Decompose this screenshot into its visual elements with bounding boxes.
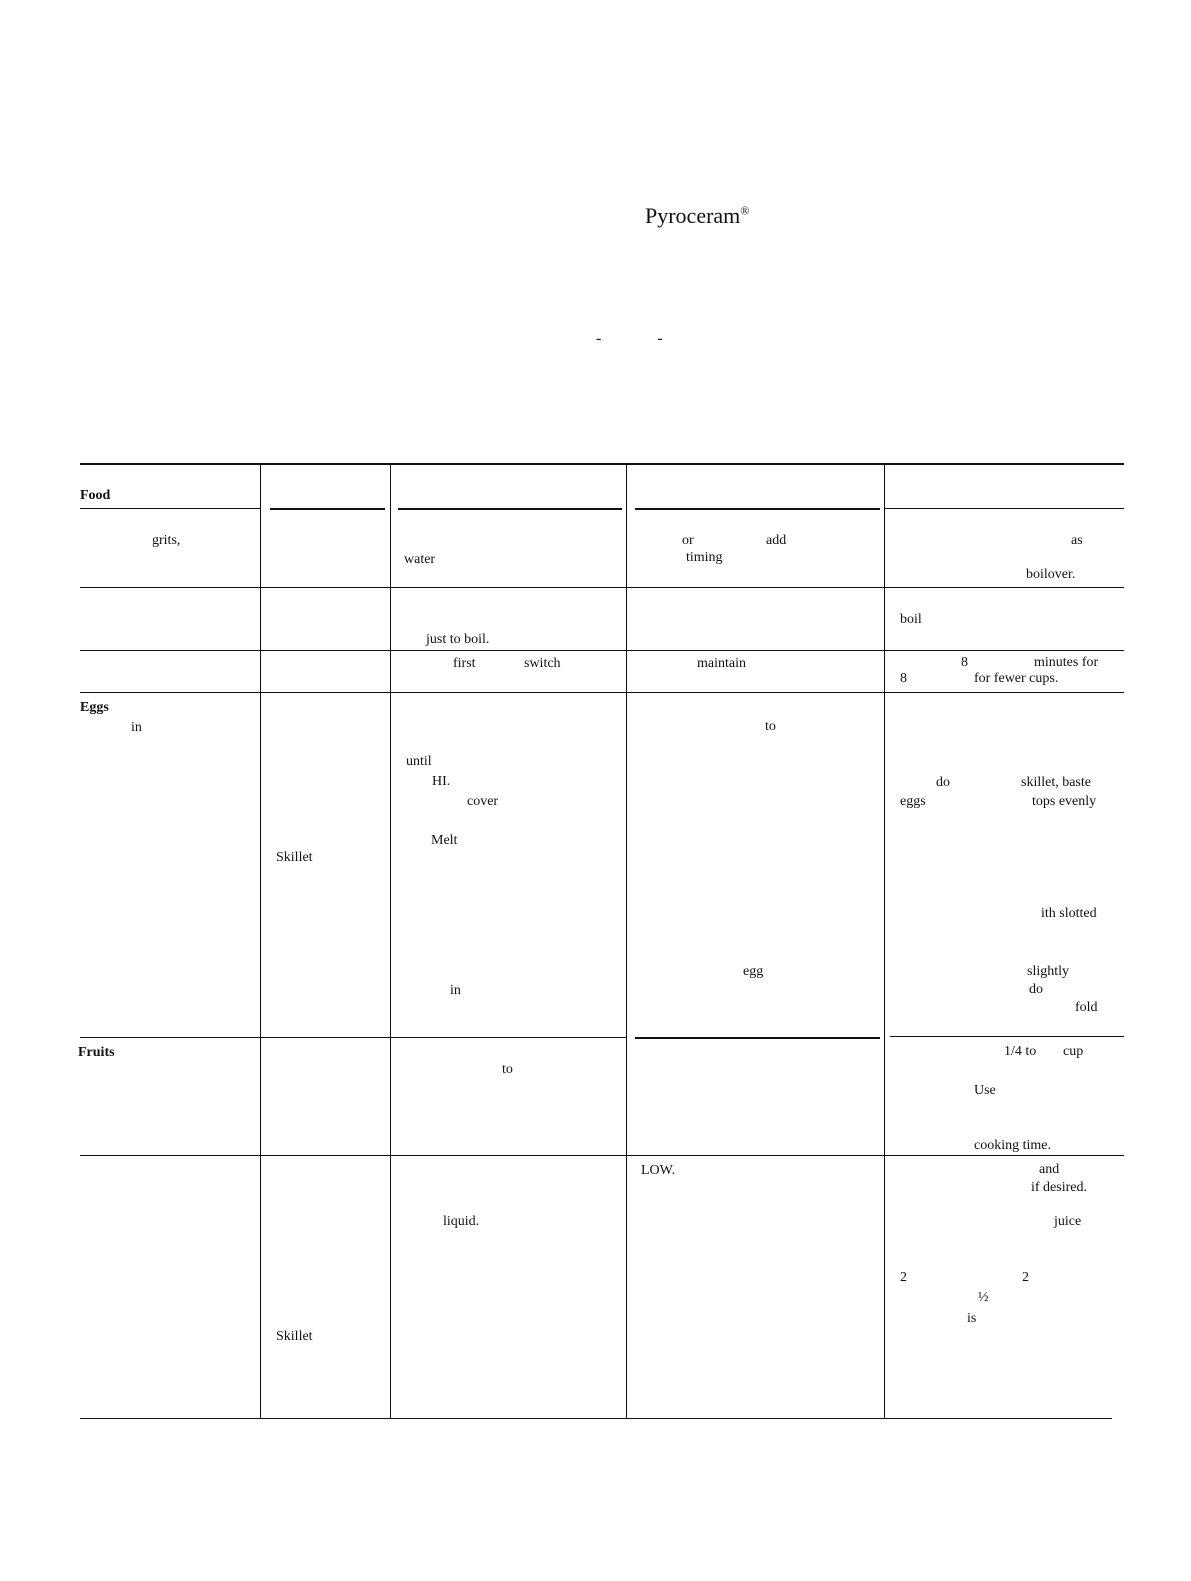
cell-text: timing bbox=[686, 550, 723, 565]
cell-text: minutes for bbox=[1034, 655, 1099, 670]
cell-text: ½ bbox=[978, 1290, 989, 1305]
cell-text: ith slotted bbox=[1041, 906, 1097, 921]
cell-text: HI. bbox=[432, 774, 451, 789]
cell-text: water bbox=[404, 552, 436, 567]
cell-text: eggs bbox=[900, 794, 926, 809]
cell-text: Use bbox=[974, 1083, 996, 1098]
cell-text: liquid. bbox=[443, 1214, 480, 1229]
column-divider-3 bbox=[626, 465, 627, 1418]
cell-text: maintain bbox=[697, 656, 746, 671]
row-rule-eggs-b bbox=[635, 1037, 880, 1039]
cell-text: 1/4 to bbox=[1004, 1044, 1037, 1059]
page-title bbox=[645, 203, 749, 229]
header-underline-3 bbox=[398, 508, 622, 510]
cell-text: if desired. bbox=[1031, 1180, 1087, 1195]
cell-text: skillet, baste bbox=[1021, 775, 1091, 790]
cell-text: boilover. bbox=[1026, 567, 1076, 582]
cell-text: 8 bbox=[961, 655, 968, 670]
cell-text: slightly bbox=[1027, 964, 1070, 979]
table-top-rule bbox=[80, 463, 1124, 465]
section-label-fruits: Fruits bbox=[78, 1045, 115, 1060]
title-text: Pyroceram bbox=[645, 203, 741, 228]
cell-text: Melt bbox=[431, 833, 458, 848]
column-divider-1 bbox=[260, 465, 261, 1418]
cell-text: as bbox=[1071, 533, 1083, 548]
cell-text: 8 bbox=[900, 671, 907, 686]
cell-text: 2 bbox=[900, 1270, 907, 1285]
cell-text: or bbox=[682, 533, 694, 548]
table-bottom-rule bbox=[80, 1418, 1112, 1419]
cell-text: cooking time. bbox=[974, 1138, 1051, 1153]
cell-text: first bbox=[453, 656, 476, 671]
cell-text: and bbox=[1039, 1162, 1060, 1177]
column-divider-2 bbox=[390, 465, 391, 1418]
row-rule-1 bbox=[80, 587, 1124, 588]
cell-text: juice bbox=[1054, 1214, 1082, 1229]
cell-text: for fewer cups. bbox=[974, 671, 1059, 686]
cell-text: switch bbox=[524, 656, 561, 671]
registered-mark: ® bbox=[740, 203, 750, 218]
cell-text: 2 bbox=[1022, 1270, 1029, 1285]
cell-text: cover bbox=[467, 794, 499, 809]
cell-text: in bbox=[131, 720, 142, 735]
cell-text: in bbox=[450, 983, 461, 998]
cell-text: to bbox=[765, 719, 776, 734]
cell-text: do bbox=[936, 775, 950, 790]
cell-text: add bbox=[766, 533, 787, 548]
row-rule-2 bbox=[80, 650, 1124, 651]
cell-text: fold bbox=[1075, 1000, 1098, 1015]
cell-text: do bbox=[1029, 982, 1043, 997]
utensil-fruits: Skillet bbox=[276, 1329, 313, 1344]
section-label-eggs: Eggs bbox=[80, 700, 109, 715]
utensil-eggs: Skillet bbox=[276, 850, 313, 865]
cell-text: just to boil. bbox=[426, 632, 490, 647]
stray-marks: - - bbox=[596, 330, 689, 347]
header-underline-5 bbox=[885, 508, 1124, 509]
cell-text: is bbox=[967, 1311, 977, 1326]
cell-text: grits, bbox=[152, 533, 181, 548]
food-header-rule bbox=[80, 508, 260, 509]
row-rule-3 bbox=[80, 692, 1124, 693]
row-rule-eggs-c bbox=[890, 1036, 1124, 1037]
row-rule-eggs-a bbox=[80, 1037, 626, 1038]
cell-text: LOW. bbox=[641, 1163, 676, 1178]
cell-text: egg bbox=[743, 964, 764, 979]
cell-text: tops evenly bbox=[1032, 794, 1097, 809]
cell-text: boil bbox=[900, 612, 922, 627]
food-column-header: Food bbox=[80, 488, 111, 503]
cell-text: cup bbox=[1063, 1044, 1084, 1059]
row-rule-fruits bbox=[80, 1155, 1124, 1156]
header-underline-4 bbox=[635, 508, 880, 510]
column-divider-4 bbox=[884, 465, 885, 1418]
cell-text: to bbox=[502, 1062, 513, 1077]
cell-text: until bbox=[406, 754, 432, 769]
header-underline-2 bbox=[270, 508, 385, 510]
